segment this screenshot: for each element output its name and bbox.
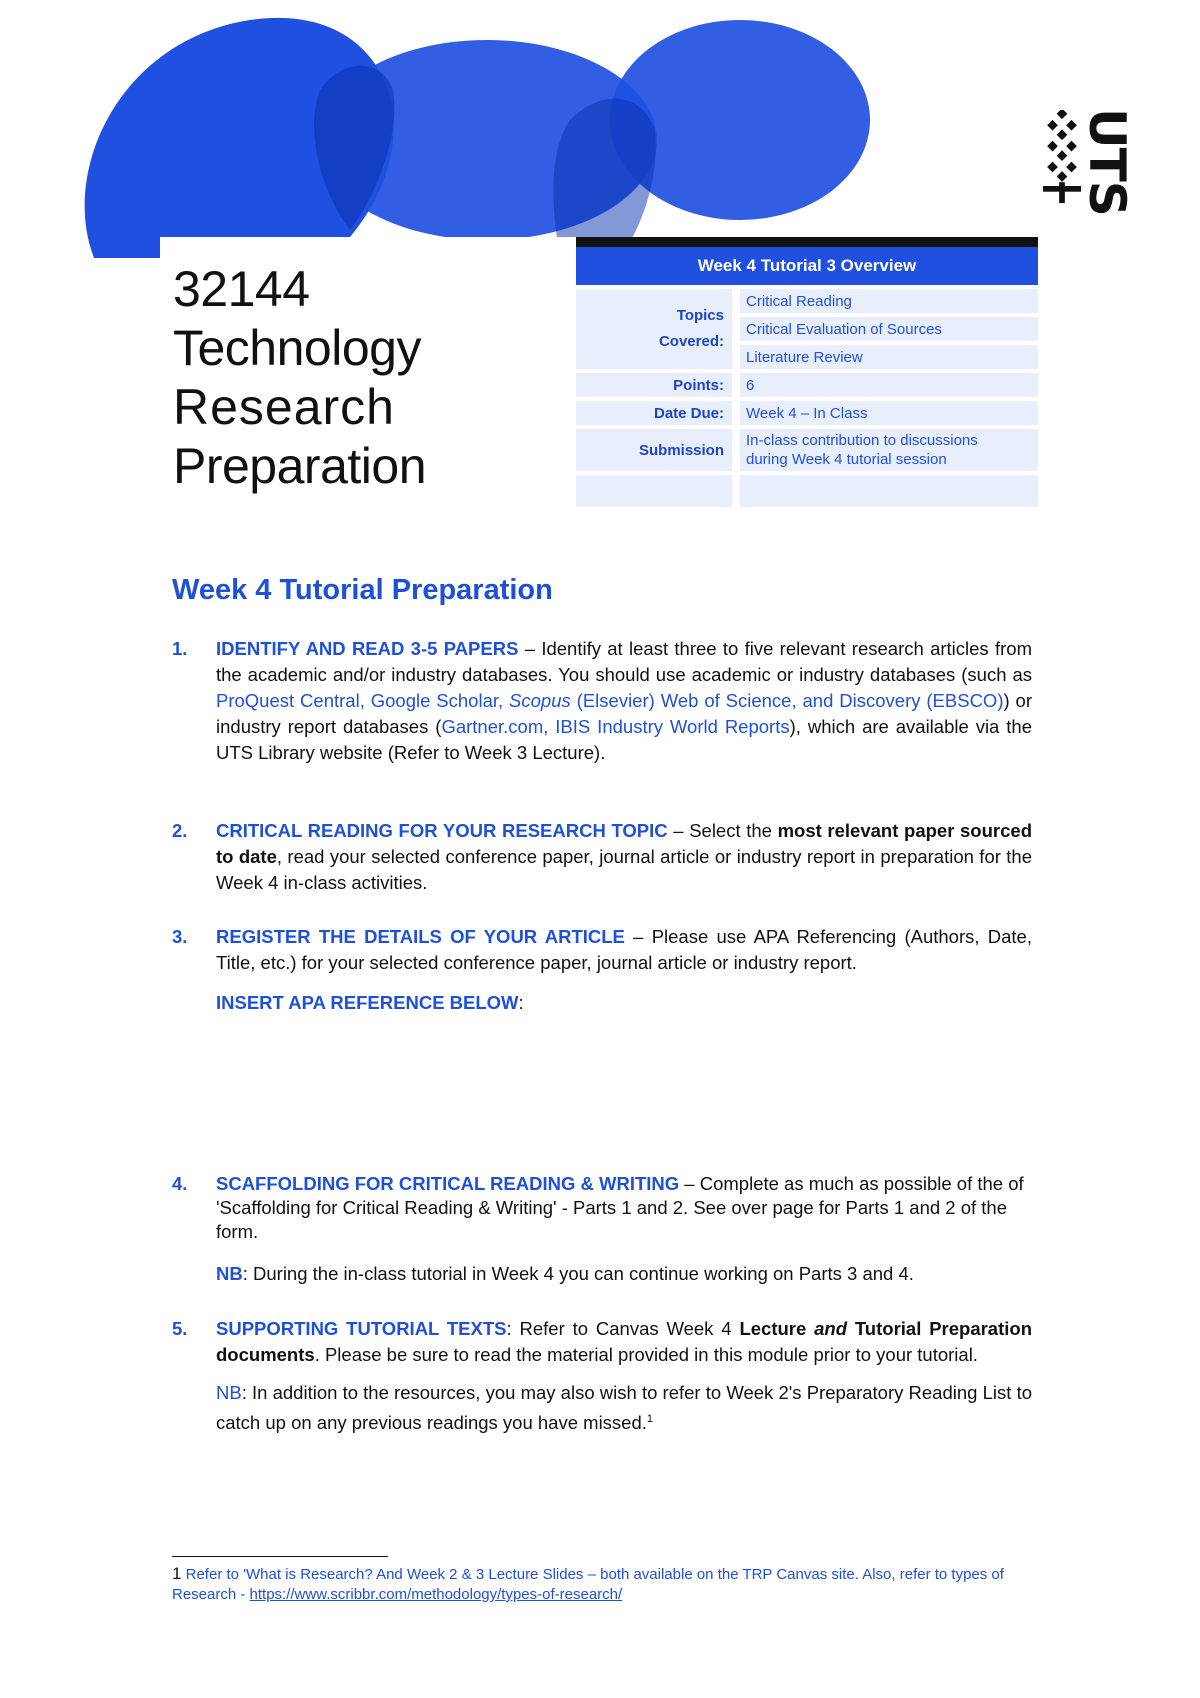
overview-table [576, 237, 1038, 507]
overview-header: Week 4 Tutorial 3 Overview [576, 247, 1038, 289]
industry-db-links[interactable]: Gartner.com, IBIS Industry World Reports [441, 716, 790, 737]
topic-item: Critical Evaluation of Sources [740, 317, 1038, 341]
item-text: : During the in-class tutorial in Week 4 you can continue working on Parts 3 and 4. [242, 1263, 914, 1284]
item-heading: REGISTER THE DETAILS OF YOUR ARTICLE [216, 926, 625, 947]
points-value: 6 [740, 373, 1038, 397]
section-title: Week 4 Tutorial Preparation [172, 574, 553, 606]
apa-reference-prompt [216, 990, 1032, 1016]
decorative-circles [0, 0, 1200, 260]
item-heading: CRITICAL READING FOR YOUR RESEARCH TOPIC [216, 820, 668, 841]
topics-label-line-1: Topics [676, 307, 724, 324]
course-title [173, 260, 426, 496]
item-body [216, 636, 1032, 766]
list-item-3 [172, 924, 1032, 1016]
item-text: – Identify at least three to five relevant research articles from the academic and/or industry databases. You should use academic or industry databases (such as [216, 638, 1032, 685]
course-code: 32144 [173, 261, 310, 317]
item-text: : Refer to Canvas Week 4 [506, 1318, 740, 1339]
date-due-value: Week 4 – In Class [740, 401, 1038, 425]
item-text: ), which are available via the UTS Library website (Refer to Week 3 Lecture). [216, 716, 1032, 763]
item-note [216, 1380, 1032, 1436]
item-heading: SUPPORTING TUTORIAL TEXTS [216, 1318, 507, 1339]
topic-item: Literature Review [740, 345, 1038, 369]
nb-label: NB [216, 1382, 242, 1403]
item-note [216, 1262, 1032, 1286]
item-bold-text: Lecture [739, 1318, 815, 1339]
points-label: Points: [576, 373, 732, 397]
item-text: . Please be sure to read the material provided in this module prior to your tutorial. [314, 1344, 978, 1365]
footnote-text: Refer to 'What is Research? And Week 2 & 3 Lecture Slides – both available on the TRP Canvas site. Also, refer to types of Research - [172, 1566, 1004, 1603]
item-body [216, 1316, 1032, 1368]
item-text: – Complete as much as possible of the of 'Scaffolding for Critical Reading & Writing' - Parts 1 and 2. See over page for Parts 1 and 2 of the form. [216, 1173, 1024, 1242]
overview-points-row [576, 373, 1038, 397]
list-item-1 [172, 636, 1032, 766]
item-number: 1. [172, 638, 188, 659]
submission-label: Submission [576, 429, 732, 471]
item-text: : [518, 992, 524, 1013]
item-text: : In addition to the resources, you may also wish to refer to Week 2's Preparatory Reading List to catch up on any previous readings you have missed. [216, 1382, 1032, 1434]
empty-cell [576, 475, 732, 507]
apa-reference-heading: INSERT APA REFERENCE BELOW [216, 992, 519, 1013]
course-title-line-2: Research [173, 379, 395, 435]
topics-label [576, 289, 732, 369]
elsevier-text: (Elsevier) [570, 690, 661, 711]
item-text: , read your selected conference paper, journal article or industry report in preparation for the Week 4 in-class activities. [216, 846, 1032, 893]
item-heading: SCAFFOLDING FOR CRITICAL READING & WRITING [216, 1173, 680, 1194]
wos-ebsco-links[interactable]: Web of Science, and Discovery (EBSCO) [660, 690, 1004, 711]
course-title-line-1: Technology [173, 320, 421, 376]
overview-submission-row [576, 429, 1038, 471]
date-due-label: Date Due: [576, 401, 732, 425]
submission-line-1: In-class contribution to discussions [746, 432, 978, 449]
item-text: ) or industry report databases ( [216, 690, 1032, 737]
nb-label: NB [216, 1263, 243, 1284]
topics-list [740, 289, 1038, 369]
item-body [216, 924, 1032, 976]
submission-value [740, 429, 1038, 471]
footnote [172, 1564, 1032, 1605]
item-number: 2. [172, 820, 188, 841]
item-text: – Please use APA Referencing (Authors, Date, Title, etc.) for your selected conference paper, journal article or industry report. [216, 926, 1032, 973]
item-number: 5. [172, 1318, 188, 1339]
uts-logo-text: UTS [1078, 108, 1136, 216]
list-item-2 [172, 818, 1032, 896]
overview-empty-row [576, 475, 1038, 507]
footnote-reference[interactable]: 1 [646, 1413, 654, 1425]
submission-line-2: during Week 4 tutorial session [746, 451, 947, 468]
footnote-mark: 1 [172, 1564, 182, 1583]
types-of-research-link[interactable]: https://www.scribbr.com/methodology/types-of-research/ [249, 1586, 623, 1603]
item-bold-italic-text: and [814, 1318, 848, 1339]
topics-label-line-2: Covered: [658, 333, 724, 350]
scopus-link[interactable]: Scopus [509, 690, 571, 711]
list-item-4 [172, 1172, 1032, 1286]
item-number: 3. [172, 926, 188, 947]
item-text: – Select the [667, 820, 778, 841]
item-bold-text: most relevant paper sourced to date [216, 820, 1032, 867]
overview-topics-row [576, 289, 1038, 369]
item-body [216, 818, 1032, 896]
item-bold-text: Tutorial Preparation documents [216, 1318, 1032, 1365]
overview-date-row [576, 401, 1038, 425]
uts-logo-icon [1042, 110, 1082, 205]
topic-item: Critical Reading [740, 289, 1038, 313]
list-item-5 [172, 1316, 1032, 1436]
footnote-divider [172, 1556, 388, 1557]
course-title-line-3: Preparation [173, 438, 426, 494]
item-body [216, 1172, 1032, 1244]
database-links[interactable]: ProQuest Central, Google Scholar, [216, 690, 510, 711]
empty-cell [740, 475, 1038, 507]
item-heading: IDENTIFY AND READ 3-5 PAPERS [216, 638, 519, 659]
overview-top-bar [576, 237, 1038, 247]
item-number: 4. [172, 1173, 188, 1194]
